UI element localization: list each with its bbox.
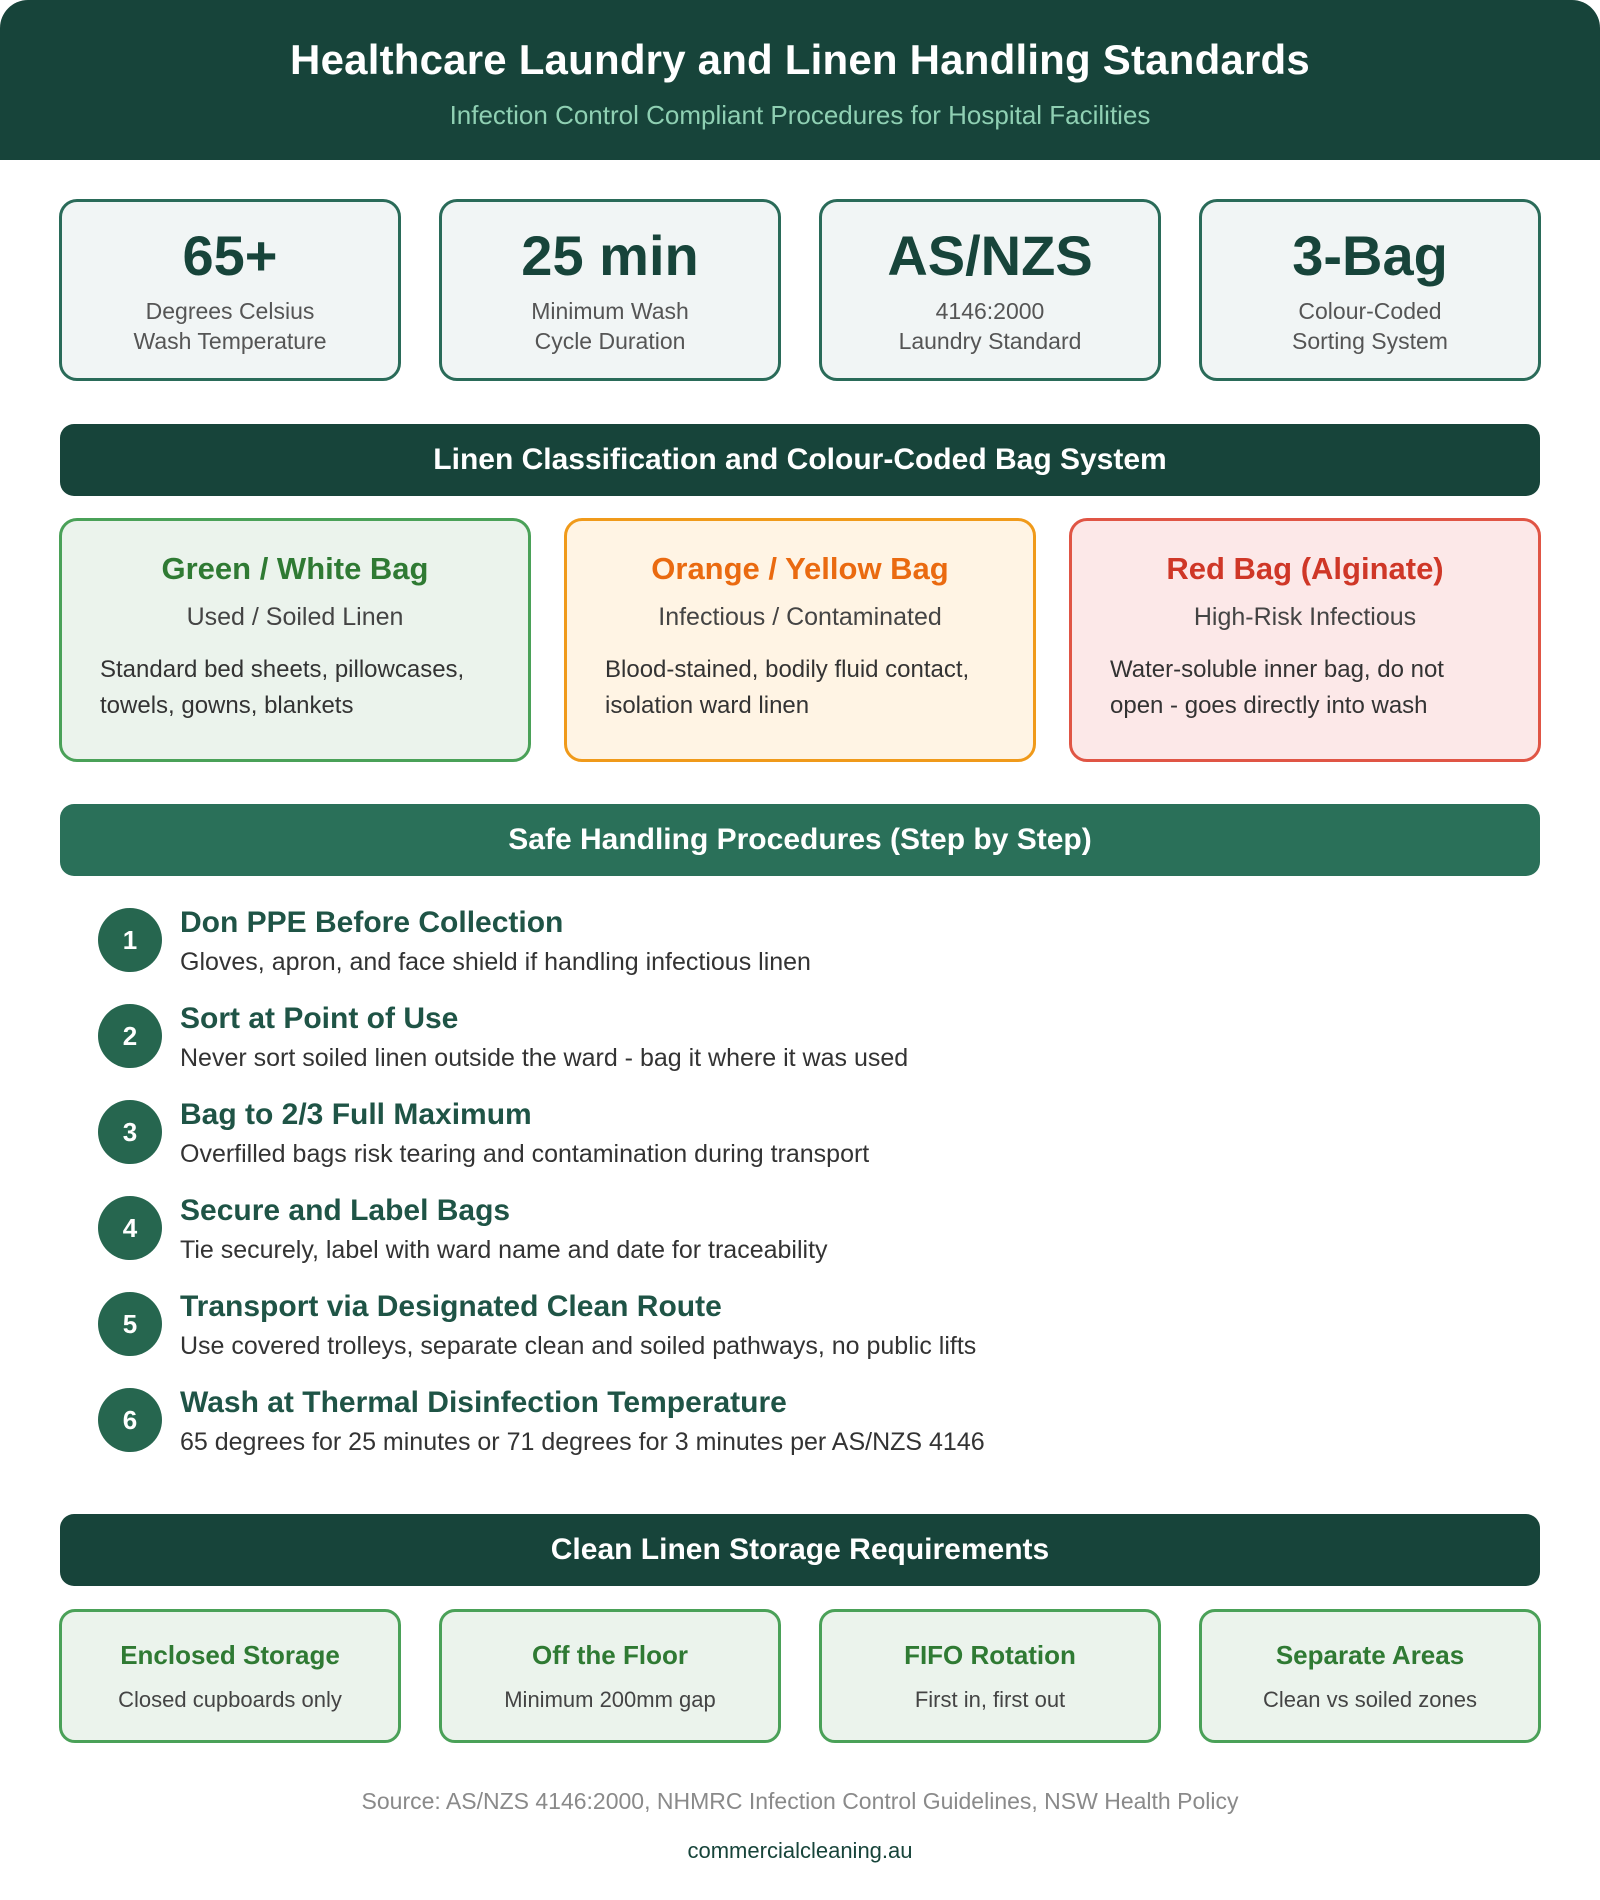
step-title: Transport via Designated Clean Route: [180, 1290, 722, 1323]
stat-card-wash-temperature: [59, 199, 401, 381]
stats-row: [59, 199, 1541, 381]
step-description: Tie securely, label with ward name and date for traceability: [180, 1236, 828, 1264]
bag-description: Water-soluble inner bag, do not open - goes directly into wash: [1110, 656, 1444, 719]
stat-label-line2: Wash Temperature: [133, 328, 327, 354]
section-header-procedures: Safe Handling Procedures (Step by Step): [60, 804, 1540, 876]
header-banner: [0, 0, 1600, 160]
stat-value: AS/NZS: [887, 224, 1093, 287]
step-title: Sort at Point of Use: [180, 1002, 459, 1035]
step-description: Use covered trolleys, separate clean and soiled pathways, no public lifts: [180, 1332, 977, 1360]
storage-subtitle: Minimum 200mm gap: [504, 1687, 716, 1712]
procedure-step: [98, 1002, 1498, 1098]
page-subtitle: Infection Control Compliant Procedures for Hospital Facilities: [449, 100, 1151, 130]
bag-cards-row: [59, 518, 1541, 762]
step-title: Bag to 2/3 Full Maximum: [180, 1098, 532, 1131]
step-number-badge: 6: [98, 1388, 162, 1452]
stat-card-standard: [819, 199, 1161, 381]
step-number-badge: 2: [98, 1004, 162, 1068]
storage-subtitle: First in, first out: [914, 1687, 1066, 1712]
bag-subtitle: High-Risk Infectious: [1193, 603, 1417, 631]
step-number-badge: 5: [98, 1292, 162, 1356]
storage-card-fifo: [819, 1609, 1161, 1743]
stat-value: 25 min: [521, 224, 699, 287]
storage-title: FIFO Rotation: [904, 1640, 1076, 1670]
step-title: Wash at Thermal Disinfection Temperature: [180, 1386, 787, 1419]
procedure-step: [98, 1290, 1498, 1386]
storage-title: Enclosed Storage: [120, 1640, 340, 1670]
step-number-badge: 4: [98, 1196, 162, 1260]
stat-card-wash-duration: [439, 199, 781, 381]
section-header-storage: Clean Linen Storage Requirements: [60, 1514, 1540, 1586]
source-citation: Source: AS/NZS 4146:2000, NHMRC Infection Control Guidelines, NSW Health Policy: [361, 1788, 1239, 1814]
stat-label-line1: Colour-Coded: [1298, 298, 1442, 324]
bag-title: Red Bag (Alginate): [1166, 551, 1444, 586]
bag-card-orange-yellow: [564, 518, 1036, 762]
stat-label-line1: 4146:2000: [935, 298, 1045, 324]
stat-label-line2: Cycle Duration: [534, 328, 686, 354]
storage-subtitle: Closed cupboards only: [118, 1687, 342, 1712]
bag-description: Blood-stained, bodily fluid contact, isolation ward linen: [605, 656, 970, 719]
procedure-steps-list: [98, 906, 1498, 1482]
bag-title: Orange / Yellow Bag: [651, 551, 949, 586]
bag-card-green-white: [59, 518, 531, 762]
storage-card-enclosed: [59, 1609, 401, 1743]
step-number-badge: 3: [98, 1100, 162, 1164]
step-title: Secure and Label Bags: [180, 1194, 511, 1227]
page-title: Healthcare Laundry and Linen Handling Standards: [290, 36, 1310, 83]
bag-subtitle: Infectious / Contaminated: [658, 603, 942, 631]
stat-label-line1: Minimum Wash: [531, 298, 689, 324]
stat-value: 65+: [182, 224, 278, 287]
bag-title: Green / White Bag: [161, 551, 429, 586]
website-link[interactable]: commercialcleaning.au: [687, 1838, 913, 1863]
stat-label-line1: Degrees Celsius: [145, 298, 315, 324]
bag-subtitle: Used / Soiled Linen: [186, 603, 404, 631]
stat-card-bag-system: [1199, 199, 1541, 381]
stat-label-line2: Sorting System: [1292, 328, 1448, 354]
storage-title: Off the Floor: [532, 1640, 688, 1670]
stat-label-line2: Laundry Standard: [898, 328, 1082, 354]
bag-card-red-alginate: [1069, 518, 1541, 762]
step-title: Don PPE Before Collection: [180, 906, 564, 939]
section-header-classification: Linen Classification and Colour-Coded Bag System: [60, 424, 1540, 496]
stat-value: 3-Bag: [1292, 224, 1448, 287]
storage-subtitle: Clean vs soiled zones: [1262, 1687, 1477, 1712]
storage-title: Separate Areas: [1275, 1640, 1465, 1670]
storage-card-off-floor: [439, 1609, 781, 1743]
procedure-step: [98, 1194, 1498, 1290]
step-description: Never sort soiled linen outside the ward - bag it where it was used: [180, 1044, 909, 1072]
procedure-step: [98, 1098, 1498, 1194]
bag-description: Standard bed sheets, pillowcases, towels, gowns, blankets: [100, 656, 465, 719]
step-description: 65 degrees for 25 minutes or 71 degrees for 3 minutes per AS/NZS 4146: [180, 1428, 985, 1456]
storage-cards-row: [59, 1609, 1541, 1743]
storage-card-separate: [1199, 1609, 1541, 1743]
procedure-step: [98, 1386, 1498, 1482]
step-description: Gloves, apron, and face shield if handling infectious linen: [180, 948, 811, 976]
procedure-step: [98, 906, 1498, 1002]
step-number-badge: 1: [98, 908, 162, 972]
step-description: Overfilled bags risk tearing and contamination during transport: [180, 1140, 870, 1168]
